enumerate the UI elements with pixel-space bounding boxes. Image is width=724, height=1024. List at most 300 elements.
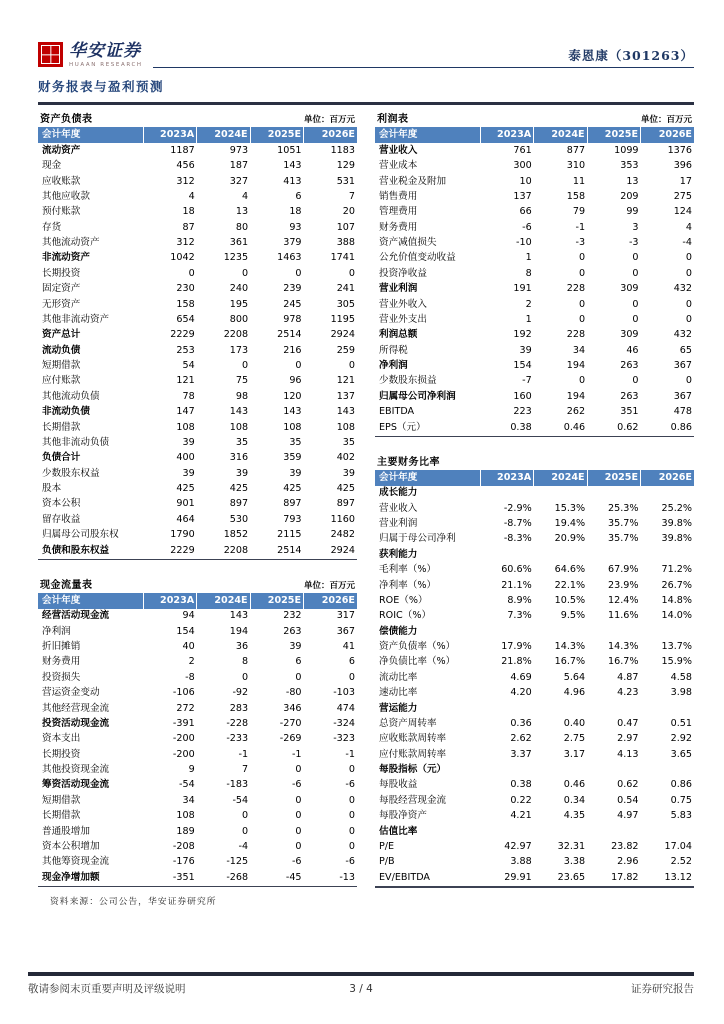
cell-value: 13 (235, 206, 249, 218)
table-row (375, 855, 694, 870)
row-label: 固定资产 (42, 283, 81, 295)
cell-value: 108 (336, 421, 355, 433)
table-row (375, 251, 694, 266)
table-row (375, 793, 694, 808)
table-row (375, 670, 694, 685)
cell-value: 0 (579, 313, 586, 325)
table-row (375, 405, 694, 420)
cell-value: 42.97 (504, 840, 532, 852)
cell-value (641, 701, 694, 716)
row-label: 负债合计 (42, 452, 81, 464)
row-label: 所得税 (379, 344, 408, 356)
row-label: 少数股东损益 (379, 375, 437, 387)
cell-value: 2229 (170, 544, 195, 556)
cell-value: 388 (336, 237, 355, 249)
cell-value: 425 (283, 483, 302, 495)
cell-value: 379 (283, 237, 302, 249)
row-label: 资产负债率（%） (379, 641, 456, 653)
table-row (38, 374, 357, 389)
table-row (375, 594, 694, 609)
table-row (38, 143, 357, 158)
table-row (38, 174, 357, 189)
cell-value: 402 (336, 452, 355, 464)
table-row (38, 855, 357, 870)
row-label: 偿债能力 (379, 625, 418, 637)
table-row (375, 190, 694, 205)
brand-text (69, 42, 143, 68)
row-label: 无形资产 (42, 298, 81, 310)
cell-value: 4.20 (510, 687, 532, 699)
cell-value: 23.9% (608, 579, 639, 591)
cell-value: 897 (336, 498, 355, 510)
cell-value: 4 (242, 190, 249, 202)
cell-value: 0 (295, 810, 302, 822)
cell-value: 0 (632, 267, 639, 279)
cell-value: 4.13 (617, 748, 639, 760)
cell-value: 0.86 (670, 779, 692, 791)
cell-value: -8 (185, 671, 195, 683)
column-header: 会计年度 (375, 127, 480, 143)
cell-value: 0 (188, 267, 195, 279)
cell-value: 272 (176, 702, 195, 714)
cell-value: 0.47 (617, 717, 639, 729)
cell-value: 0 (348, 764, 355, 776)
cell-value: 0.54 (617, 794, 639, 806)
cell-value: 0 (295, 794, 302, 806)
cell-value (641, 624, 694, 639)
row-label: 营业外收入 (379, 298, 427, 310)
cell-value: 0.38 (510, 421, 532, 433)
table-row (375, 640, 694, 655)
row-label: 长期投资 (42, 267, 81, 279)
cell-value (641, 547, 694, 562)
cell-value: 0.40 (563, 717, 586, 729)
row-label: 每股净资产 (379, 810, 427, 822)
cell-value: -3 (575, 237, 586, 249)
column-header: 2026E (304, 593, 357, 609)
cell-value: 4 (685, 221, 692, 233)
row-label: 应收账款周转率 (379, 733, 447, 745)
cell-value: 283 (229, 702, 249, 714)
table-title: 主要财务比率 (377, 456, 440, 468)
footer-divider (28, 972, 694, 976)
balance-sheet-heading (38, 107, 357, 127)
row-label: 归属于母公司净利 (379, 533, 456, 545)
cell-value: 41 (342, 641, 355, 653)
cell-value: 0 (348, 810, 355, 822)
cell-value (480, 547, 533, 562)
cell-value: -200 (172, 733, 195, 745)
cell-value (641, 763, 694, 778)
table-row (38, 609, 357, 624)
cell-value: -92 (232, 687, 249, 699)
cell-value: 15.9% (661, 656, 692, 668)
cell-value: 359 (283, 452, 302, 464)
cell-value: -268 (226, 871, 249, 883)
cell-value: 108 (176, 810, 195, 822)
cell-value: 65 (679, 344, 692, 356)
table-row (38, 793, 357, 808)
row-label: P/E (379, 840, 395, 852)
cell-value: -6 (291, 856, 302, 868)
ratios-table (375, 470, 694, 888)
cell-value: 0.36 (510, 717, 532, 729)
row-label: 非流动资产 (42, 252, 90, 264)
column-header: 2025E (587, 470, 640, 486)
cell-value: 209 (620, 190, 639, 202)
cell-value: 87 (182, 221, 195, 233)
cell-value: 0 (632, 313, 639, 325)
row-label: ROIC（%） (379, 610, 432, 622)
cell-value: 21.1% (501, 579, 532, 591)
cell-value: 761 (513, 144, 532, 156)
table-title: 资产负债表 (40, 114, 93, 125)
cell-value: 262 (566, 406, 586, 418)
row-label: 财务费用 (379, 221, 418, 233)
cell-value: 351 (620, 406, 639, 418)
row-label: 长期借款 (42, 421, 81, 433)
cell-value: 173 (229, 344, 249, 356)
row-label: 每股收益 (379, 779, 418, 791)
cell-value: 39 (289, 467, 302, 479)
cell-value: 64.6% (554, 564, 586, 576)
cell-value: 2.97 (617, 733, 639, 745)
cell-value: 1051 (277, 144, 302, 156)
cell-value: 17 (679, 175, 692, 187)
table-row (375, 236, 694, 251)
cell-value: 0.22 (510, 794, 532, 806)
cell-value: 189 (176, 825, 195, 837)
row-label: 流动负债 (42, 344, 81, 356)
cell-value (480, 763, 533, 778)
cell-value: 40 (182, 641, 195, 653)
table-row (38, 420, 357, 435)
company-name: 泰恩康（301263） (568, 48, 694, 63)
cell-value: -54 (232, 794, 249, 806)
cell-value: 35.7% (608, 533, 639, 545)
row-label: 资本支出 (42, 733, 81, 745)
cell-value: 108 (176, 421, 195, 433)
page-footer (28, 972, 694, 996)
table-row (375, 747, 694, 762)
cell-value: 14.0% (661, 610, 692, 622)
table-row (38, 297, 357, 312)
cell-value: 474 (336, 702, 355, 714)
cell-value: 11 (572, 175, 586, 187)
cell-value: 39 (182, 467, 195, 479)
cell-value: 194 (229, 625, 249, 637)
table-row (38, 763, 357, 778)
cell-value: 263 (283, 625, 302, 637)
cell-value: 23.65 (557, 871, 586, 883)
column-header: 2026E (304, 127, 357, 143)
cell-value: 94 (182, 610, 195, 622)
cell-value: 1 (525, 313, 532, 325)
cell-value: 654 (176, 313, 195, 325)
cell-value: 14.3% (608, 641, 639, 653)
table-row (375, 732, 694, 747)
cell-value: 9.5% (560, 610, 586, 622)
cell-value: 26.7% (661, 579, 692, 591)
cell-value: 346 (283, 702, 302, 714)
cell-value (480, 624, 533, 639)
cell-value: 0.75 (670, 794, 692, 806)
cell-value: 96 (289, 375, 302, 387)
cell-value (480, 701, 533, 716)
cell-value: -1 (345, 748, 355, 760)
cell-value: 17.82 (611, 871, 639, 883)
cell-value: -45 (285, 871, 302, 883)
cell-value: 0.51 (670, 717, 692, 729)
cell-value: 223 (513, 406, 532, 418)
cell-value: 25.2% (661, 502, 692, 514)
cell-value: 0 (242, 671, 249, 683)
table-row (375, 313, 694, 328)
cell-value: 93 (289, 221, 302, 233)
cell-value: 8 (242, 656, 249, 668)
cell-value: 1183 (330, 144, 355, 156)
cell-value: 29.91 (504, 871, 532, 883)
cell-value: 39.8% (661, 533, 692, 545)
cell-value: 32.31 (557, 840, 586, 852)
cell-value: 2514 (277, 329, 302, 341)
row-label: 公允价值变动收益 (379, 252, 456, 264)
column-header: 会计年度 (38, 593, 143, 609)
table-row (375, 282, 694, 297)
cell-value (534, 701, 587, 716)
cell-value: 400 (176, 452, 195, 464)
column-header: 2023A (480, 127, 533, 143)
section-row (375, 824, 694, 839)
cell-value: 35.7% (608, 518, 639, 530)
cell-value: 7.3% (507, 610, 532, 622)
cell-value: -270 (279, 717, 302, 729)
cell-value: 978 (283, 313, 302, 325)
column-header: 2026E (641, 127, 694, 143)
cell-value: 0 (685, 252, 692, 264)
cell-value: 425 (229, 483, 249, 495)
row-label: EPS（元） (379, 421, 426, 433)
table-row (38, 717, 357, 732)
cell-value: 0 (685, 298, 692, 310)
row-label: 资本公积增加 (42, 840, 100, 852)
row-label: 其他投资现金流 (42, 764, 110, 776)
cell-value: -391 (172, 717, 195, 729)
cell-value: 241 (336, 283, 355, 295)
table-row (38, 778, 357, 793)
cell-value: 121 (336, 375, 355, 387)
row-label: 存货 (42, 221, 62, 233)
table-row (375, 174, 694, 189)
table-row (375, 143, 694, 158)
cell-value: 39.8% (661, 518, 692, 530)
cell-value: 20.9% (554, 533, 586, 545)
cell-value (534, 486, 587, 501)
column-header: 2023A (143, 593, 196, 609)
cell-value: 0.62 (617, 779, 639, 791)
cell-value: 18 (289, 206, 302, 218)
table-row (375, 159, 694, 174)
cell-value: 46 (626, 344, 639, 356)
table-row (38, 824, 357, 839)
cell-value: 1463 (277, 252, 302, 264)
cell-value: 259 (336, 344, 355, 356)
cell-value: 531 (336, 175, 355, 187)
table-row (38, 190, 357, 205)
column-header: 2025E (250, 127, 303, 143)
cell-value: 327 (229, 175, 249, 187)
cell-value: 0 (685, 375, 692, 387)
cell-value: -4 (238, 840, 249, 852)
cell-value: 10.5% (554, 594, 586, 606)
column-header: 2023A (143, 127, 196, 143)
cell-value: 245 (283, 298, 302, 310)
table-row (375, 517, 694, 532)
table-row (38, 451, 357, 466)
row-label: 长期借款 (42, 810, 81, 822)
cell-value: 2229 (170, 329, 195, 341)
row-label: 其他非流动资产 (42, 313, 110, 325)
table-row (38, 359, 357, 374)
cash-flow-heading (38, 573, 357, 593)
ratios-heading (375, 450, 694, 470)
cell-value: 2 (188, 656, 195, 668)
cell-value: 25.3% (608, 502, 639, 514)
cell-value: -2.9% (503, 502, 532, 514)
table-row (38, 236, 357, 251)
cell-value: 107 (336, 221, 355, 233)
cell-value: 2.75 (563, 733, 586, 745)
cell-value: -10 (516, 237, 532, 249)
cell-value: 0 (295, 267, 302, 279)
cell-value: 413 (283, 175, 302, 187)
cell-value: 4.96 (563, 687, 586, 699)
column-header: 2024E (534, 127, 587, 143)
cell-value: -8.3% (503, 533, 532, 545)
brand-name: 华安证券 (69, 41, 141, 61)
cell-value: 78 (182, 390, 195, 402)
cell-value: 75 (235, 375, 249, 387)
balance-sheet-table (38, 127, 357, 560)
cell-value: 2 (525, 298, 532, 310)
cell-value: 20 (342, 206, 355, 218)
table-row (375, 501, 694, 516)
table-row (375, 686, 694, 701)
cell-value: 228 (566, 329, 586, 341)
cell-value: -269 (279, 733, 302, 745)
cell-value: 312 (176, 175, 195, 187)
table-row (375, 220, 694, 235)
cell-value (587, 763, 640, 778)
table-row (38, 528, 357, 543)
cell-value: 0 (348, 794, 355, 806)
cell-value: 2.62 (510, 733, 532, 745)
cell-value: 158 (566, 190, 586, 202)
table-row (375, 297, 694, 312)
cell-value: 0 (579, 252, 586, 264)
table-row (38, 466, 357, 481)
row-label: 归属母公司股东权 (42, 529, 119, 541)
column-header: 2024E (534, 470, 587, 486)
table-row (375, 655, 694, 670)
row-label: 营业收入 (379, 502, 418, 514)
seal-pattern-icon (41, 45, 60, 64)
cell-value: 8 (525, 267, 532, 279)
cell-value: -6 (522, 221, 532, 233)
cell-value: 194 (566, 390, 586, 402)
row-label: 应付账款 (42, 375, 81, 387)
cell-value: 6 (348, 656, 355, 668)
cell-value: -103 (333, 687, 355, 699)
cell-value: 22.1% (554, 579, 586, 591)
table-row (38, 624, 357, 639)
table-row (38, 747, 357, 762)
cell-value: -4 (682, 237, 692, 249)
cell-value: 143 (283, 406, 302, 418)
cell-value: 16.7% (608, 656, 639, 668)
cell-value: 108 (283, 421, 302, 433)
table-row (375, 578, 694, 593)
row-label: 速动比率 (379, 687, 418, 699)
row-label: 获利能力 (379, 548, 418, 560)
cell-value: 129 (336, 160, 355, 172)
cell-value: 1 (525, 252, 532, 264)
cell-value (587, 486, 640, 501)
cell-value: -200 (172, 748, 195, 760)
cell-value: -13 (339, 871, 355, 883)
cell-value: 13.12 (664, 871, 692, 883)
table-row (375, 359, 694, 374)
cell-value: 0 (348, 671, 355, 683)
column-header: 2025E (250, 593, 303, 609)
cell-value: 35 (342, 436, 355, 448)
cell-value: 17.04 (664, 840, 692, 852)
table-row (38, 686, 357, 701)
table-row (375, 870, 694, 886)
cell-value: 2208 (223, 544, 249, 556)
cell-value: -208 (172, 840, 195, 852)
row-label: 净负债比率（%） (379, 656, 456, 668)
cell-value: 897 (283, 498, 302, 510)
table-row (38, 389, 357, 404)
cell-value: 80 (235, 221, 249, 233)
row-label: 财务费用 (42, 656, 81, 668)
table-row (38, 405, 357, 420)
cell-value: 35 (289, 436, 302, 448)
cell-value: 9 (188, 764, 195, 776)
cell-value: -324 (333, 717, 355, 729)
row-label: 其他应收款 (42, 190, 90, 202)
cell-value: -183 (226, 779, 249, 791)
column-header: 2024E (197, 593, 250, 609)
cell-value: 0.46 (563, 779, 586, 791)
table-row (38, 809, 357, 824)
report-header (38, 42, 694, 68)
cell-value: 143 (229, 610, 249, 622)
cell-value: 793 (283, 513, 302, 525)
row-label: 每股指标（元） (379, 764, 447, 776)
cell-value: 3.38 (563, 856, 586, 868)
row-label: 利润总额 (379, 329, 418, 341)
cell-value: 0 (242, 825, 249, 837)
cell-value: 39 (289, 641, 302, 653)
cell-value: 4.21 (510, 810, 532, 822)
table-row (38, 343, 357, 358)
table-row (38, 328, 357, 343)
cell-value: 4.97 (617, 810, 639, 822)
row-label: 营业税金及附加 (379, 175, 447, 187)
row-label: 营业成本 (379, 160, 418, 172)
